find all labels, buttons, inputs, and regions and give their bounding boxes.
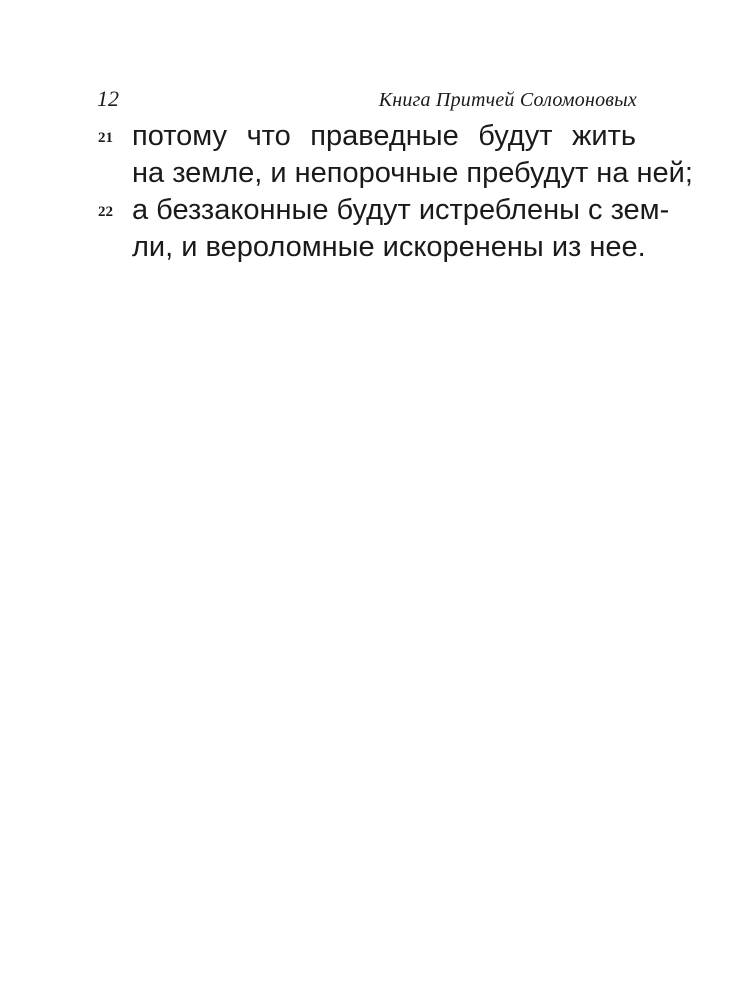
running-header <box>97 86 637 114</box>
verse-line: а беззаконные будут истреблены с зем- <box>132 194 670 226</box>
verse-22 <box>98 192 670 266</box>
page-number: 12 <box>97 86 119 111</box>
verse-number: 22 <box>98 204 113 220</box>
verse-line: на земле, и непорочные пребудут на ней; <box>132 157 693 189</box>
verse-line: потому что праведные будут жить <box>132 120 636 152</box>
verse-21 <box>98 118 693 192</box>
verse-line: ли, и вероломные искоренены из нее. <box>132 231 646 263</box>
verse-number: 21 <box>98 130 113 146</box>
book-title: Книга Притчей Соломоновых <box>378 89 637 111</box>
verses-block <box>98 118 693 266</box>
